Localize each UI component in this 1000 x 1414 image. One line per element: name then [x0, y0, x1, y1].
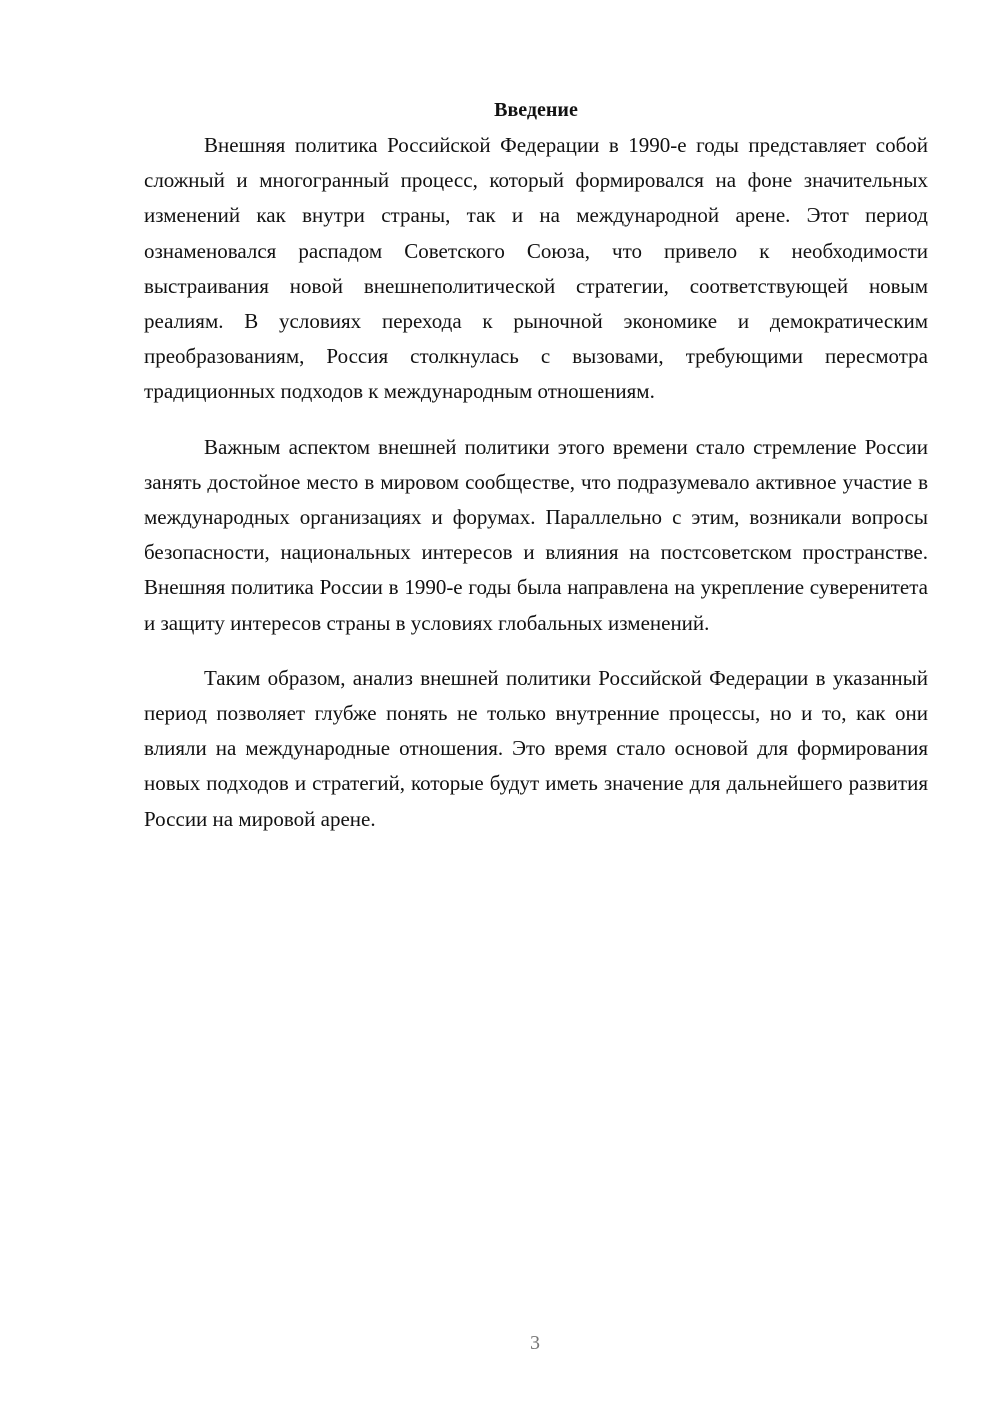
section-title: Введение [494, 99, 578, 121]
paragraph-2: Важным аспектом внешней политики этого времени стало стремление России занять достойное место в мировом сообществе, что подразумевало активное участие в международных организациях и форумах. Параллельно с этим, возникали вопросы безопасности, национальных интересов и влияния на постсоветском пространстве. Внешняя политика России в 1990-е годы была направлена на укрепление суверенитета и защиту интересов страны в условиях глобальных изменений. [144, 434, 928, 635]
paragraph-3: Таким образом, анализ внешней политики Российской Федерации в указанный период позволяет глубже понять не только внутренние процессы, но и то, как они влияли на международные отношения. Это время стало основой для формирования новых подходов и стратегий, которые будут иметь значение для дальнейшего развития России на мировой арене. [144, 665, 928, 831]
paragraph-1: Внешняя политика Российской Федерации в 1990-е годы представляет собой сложный и многогранный процесс, который формировался на фоне значительных изменений как внутри страны, так и на международной арене. Этот период ознаменовался распадом Советского Союза, что привело к необходимости выстраивания новой внешнеполитической стратегии, соответствующей новым реалиям. В условиях перехода к рыночной экономике и демократическим преобразованиям, Россия столкнулась с вызовами, требующими пересмотра традиционных подходов к международным отношениям. [144, 133, 928, 404]
page-content [144, 93, 928, 857]
page-number: 3 [530, 1332, 540, 1354]
